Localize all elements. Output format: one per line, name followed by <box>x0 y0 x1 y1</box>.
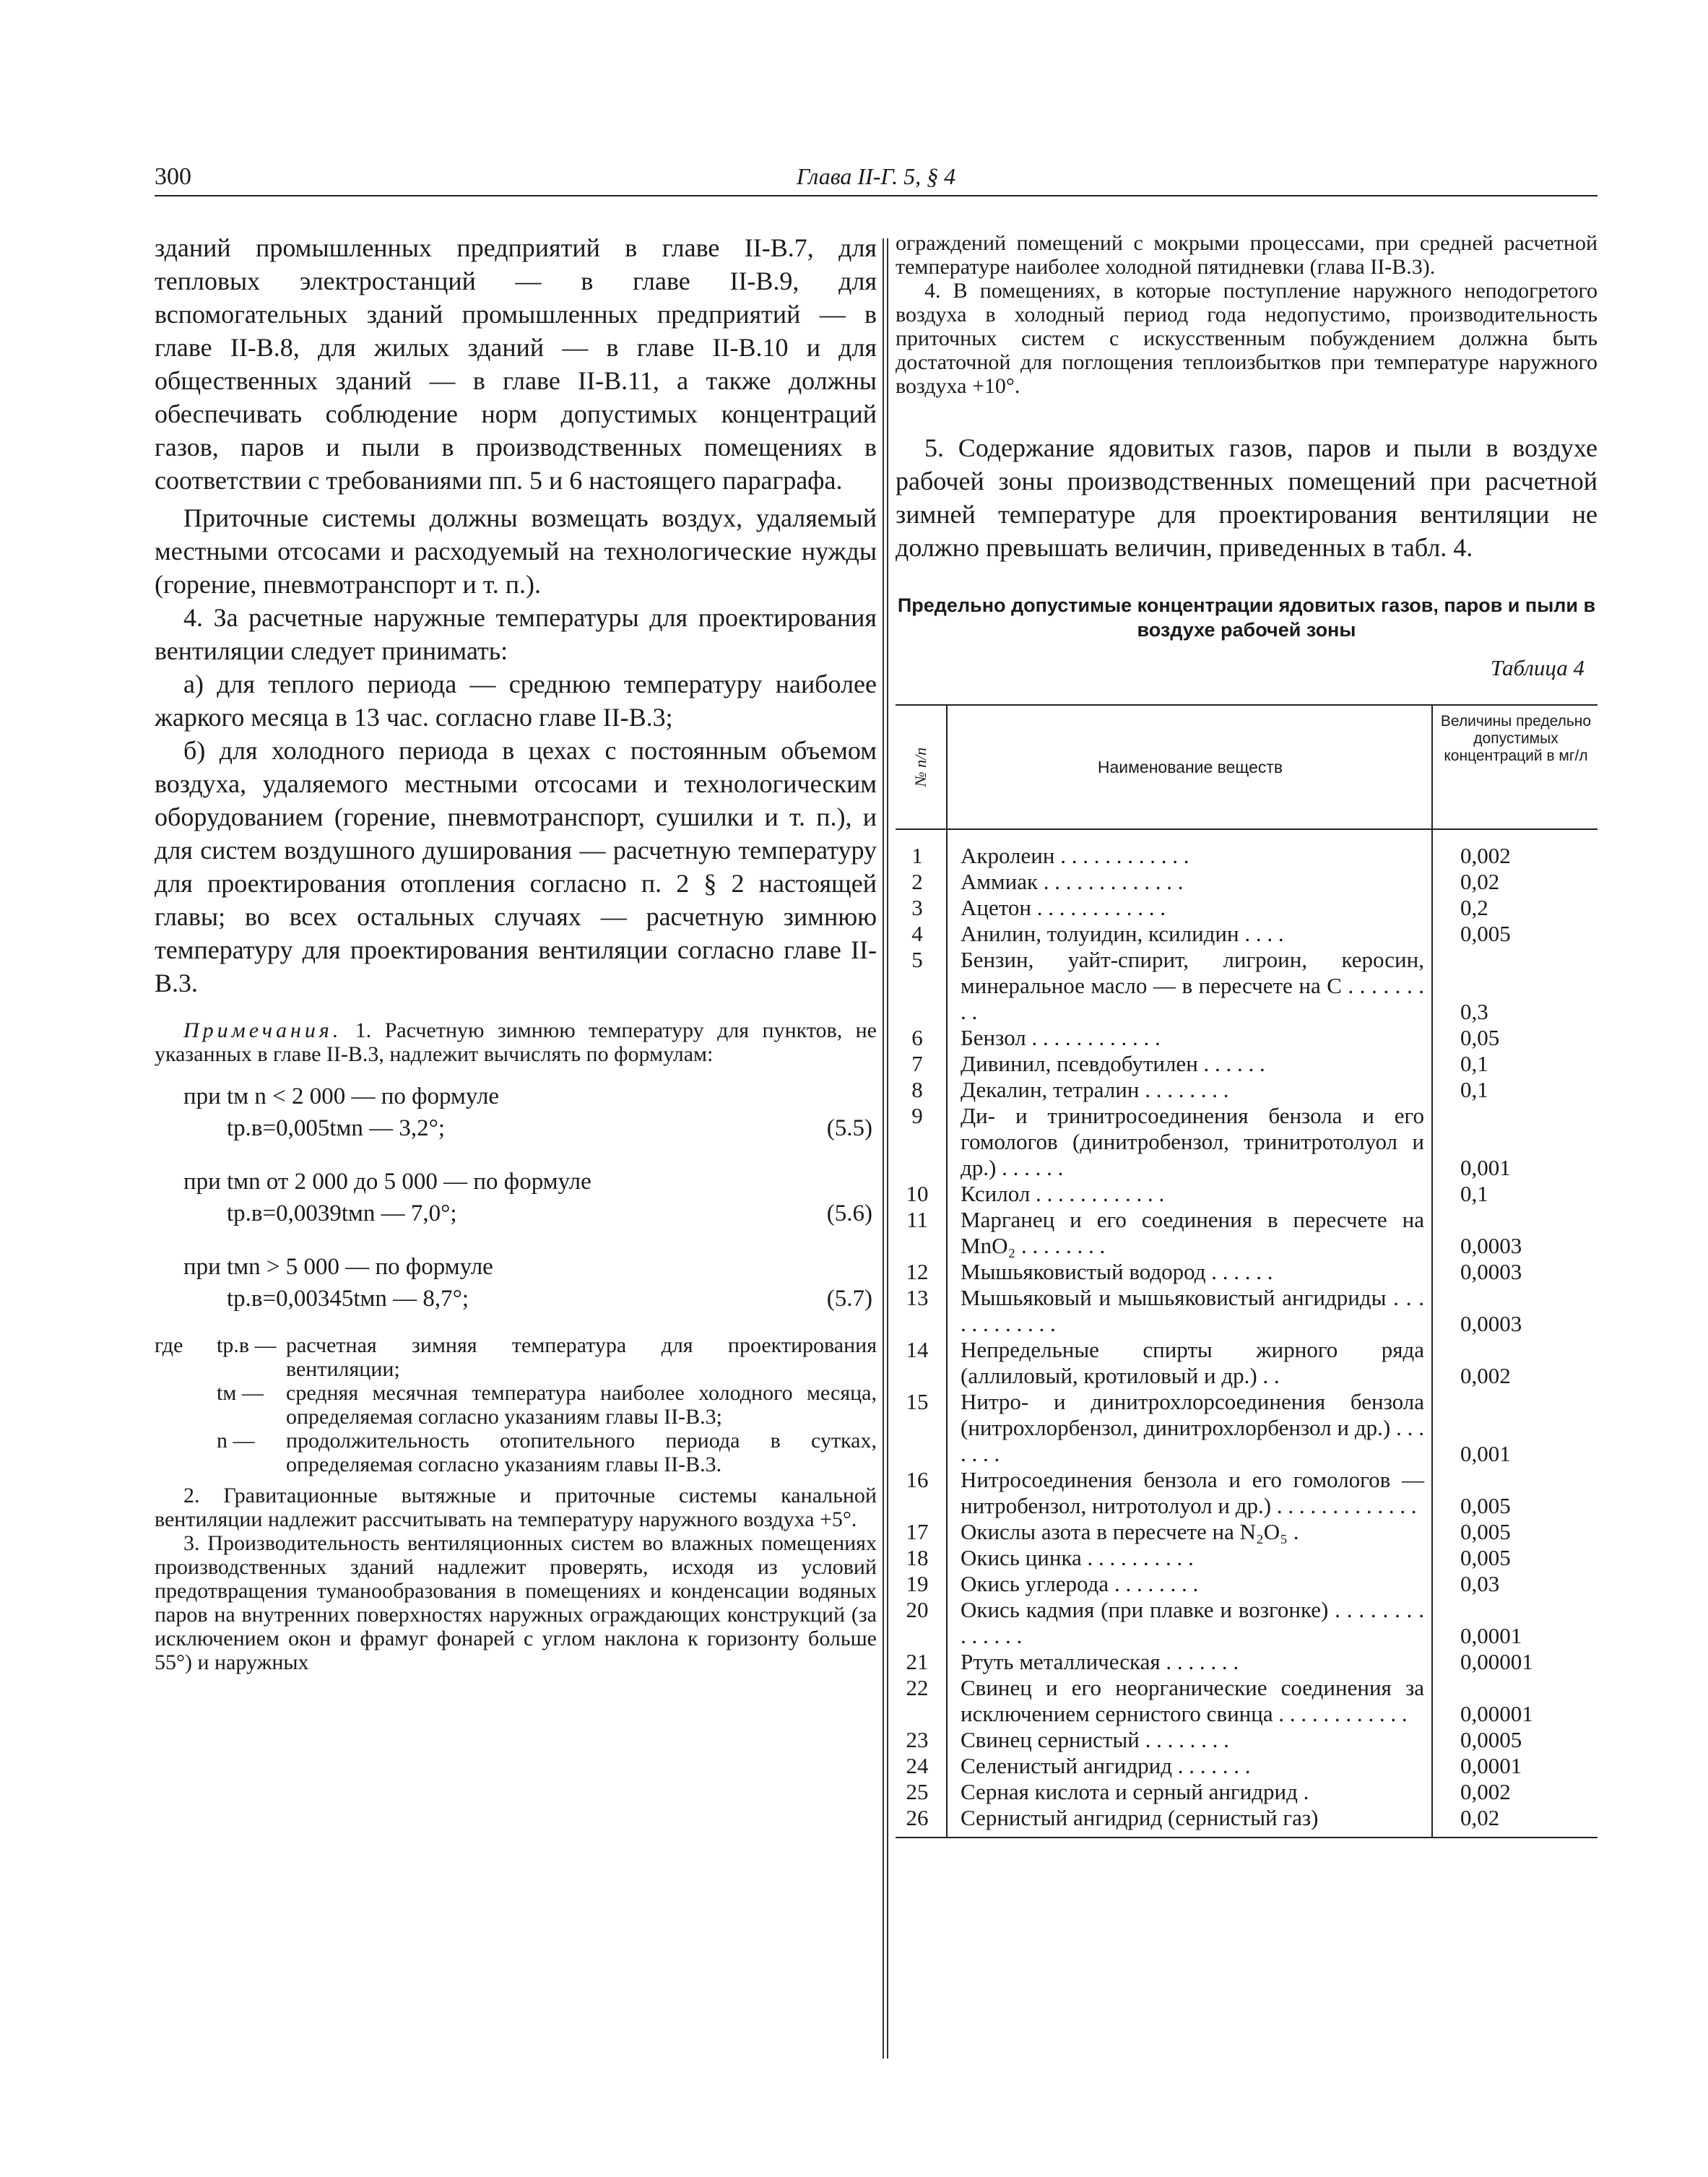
row-number: 23 <box>906 1727 929 1752</box>
note-1 <box>155 1018 877 1066</box>
definition-row: где tр.в — расчетная зимняя температура для проектирования вентиляции; <box>155 1333 877 1381</box>
substance-name: Окись цинка . . . . . . . . . . <box>961 1545 1194 1570</box>
row-number: 3 <box>911 895 923 920</box>
concentration-value: 0,005 <box>1460 1493 1511 1518</box>
concentration-value: 0,1 <box>1460 1181 1488 1206</box>
row-number: 9 <box>911 1103 923 1128</box>
table-label: Таблица 4 <box>1490 655 1585 680</box>
concentration-value: 0,005 <box>1460 921 1511 946</box>
note-1-text: 1. Расчетную зимнюю температуру для пунктов, не указанных в главе II-В.3, надлежит вычислять по формулам: <box>155 1018 877 1066</box>
concentration-value: 0,0003 <box>1460 1311 1522 1336</box>
concentration-value: 0,02 <box>1460 1805 1500 1830</box>
concentration-table <box>896 704 1598 1838</box>
substance-name: Нитросоединения бензола и его гомологов — нитробензол, нитротолуол и др.) . . . . . . . . . . . . . <box>961 1467 1424 1518</box>
substance-name: Нитро- и динитрохлорсоединения бензола (нитрохлорбензол, динитрохлорбензол и др.) . . . . . . . <box>961 1389 1424 1466</box>
table-row <box>896 1337 1598 1389</box>
row-number: 14 <box>906 1337 929 1362</box>
row-number: 10 <box>906 1181 929 1206</box>
notes-heading: Примечания. <box>183 1018 342 1042</box>
substance-name: Окислы азота в пересчете на N₂O₅ . <box>961 1519 1299 1544</box>
paragraph: 4. За расчетные наружные температуры для проектирования вентиляции следует принимать: <box>155 603 877 665</box>
concentration-value: 0,0003 <box>1460 1259 1522 1284</box>
concentration-value: 0,02 <box>1460 869 1500 894</box>
concentration-value: 0,00001 <box>1460 1649 1533 1674</box>
substance-name: Ртуть металлическая . . . . . . . <box>961 1649 1239 1674</box>
table-row <box>896 1649 1598 1675</box>
table-row <box>896 1727 1598 1753</box>
substance-name: Марганец и его соединения в пересчете на MnO₂ . . . . . . . . <box>961 1207 1424 1258</box>
table-header <box>896 704 1598 830</box>
substance-name: Свинец и его неорганические соединения за исключением сернистого свинца . . . . . . . . . . . . <box>961 1675 1424 1726</box>
concentration-value: 0,005 <box>1460 1545 1511 1570</box>
row-number: 7 <box>911 1051 923 1076</box>
table-row <box>896 947 1598 1025</box>
table-row <box>896 1805 1598 1831</box>
row-number: 5 <box>911 947 923 972</box>
concentration-value: 0,002 <box>1460 843 1511 868</box>
concentration-value: 0,05 <box>1460 1025 1500 1050</box>
table-row <box>896 1103 1598 1181</box>
page-number: 300 <box>155 163 191 190</box>
substance-name: Мышьяковистый водород . . . . . . <box>961 1259 1273 1284</box>
row-number: 19 <box>906 1571 929 1596</box>
table-row <box>896 1051 1598 1077</box>
substance-name: Аммиак . . . . . . . . . . . . . <box>961 869 1184 894</box>
substance-name: Ди- и тринитросоединения бензола и его гомологов (динитробензол, тринитротолуол и др.) . . . . . . <box>961 1103 1424 1180</box>
equation-number: (5.5) <box>826 1115 872 1141</box>
definition-row: n — продолжительность отопительного периода в сутках, определяемая согласно указаниям главы II-В.3. <box>217 1429 877 1476</box>
note-3-continued: ограждений помещений с мокрыми процессами, при средней расчетной температуре наиболее холодной пятидневки (глава II-В.3). <box>896 231 1598 279</box>
row-number: 13 <box>906 1285 929 1310</box>
concentration-value: 0,002 <box>1460 1363 1511 1388</box>
concentration-value: 0,03 <box>1460 1571 1500 1596</box>
formula-condition: при tм n < 2 000 — по формуле <box>183 1083 500 1109</box>
formula: tр.в=0,00345tмn — 8,7°; (5.7) <box>155 1283 877 1315</box>
table-row <box>896 1779 1598 1805</box>
right-column <box>896 231 1598 1838</box>
row-number: 2 <box>911 869 923 894</box>
table-row <box>896 1259 1598 1285</box>
concentration-value: 0,1 <box>1460 1077 1488 1102</box>
row-number: 12 <box>906 1259 929 1284</box>
table-caption: Предельно допустимые концентрации ядовитых газов, паров и пыли в воздухе рабочей зоны <box>897 594 1596 641</box>
row-number: 18 <box>906 1545 929 1570</box>
table-row <box>896 1181 1598 1207</box>
table-bottom-rule <box>896 1831 1598 1838</box>
substance-name: Акролеин . . . . . . . . . . . . <box>961 843 1189 868</box>
table-row <box>896 1675 1598 1727</box>
substance-name: Серная кислота и серный ангидрид . <box>961 1779 1309 1804</box>
left-column <box>155 231 877 1674</box>
substance-name: Бензол . . . . . . . . . . . . <box>961 1025 1161 1050</box>
concentration-value: 0,0001 <box>1460 1753 1522 1778</box>
table-body <box>896 830 1598 1831</box>
formula-condition: при tмn от 2 000 до 5 000 — по формуле <box>183 1169 591 1195</box>
paragraph: б) для холодного периода в цехах с постоянным объемом воздуха, удаляемого местными отсосами и технологическим оборудованием (горение, пневмотранспорт, сушилки и т. п.), и для систем воздушного душирования — расчетную температуру для проектирования отопления согласно п. 2 § 2 настоящей главы; во всех остальных случаях — расчетную зимнюю температуру для проектирования вентиляции согласно главе II-В.3. <box>155 736 877 997</box>
note-3: 3. Производительность вентиляционных систем во влажных помещениях производственных зданий надлежит проверять, исходя из условий предотвращения туманообразования в помещениях и конденсации водяных паров на внутренних поверхностях наружных ограждающих конструкций (за исключением окон и фрамуг фонарей с углом наклона к горизонту больше 55°) и наружных <box>155 1531 877 1674</box>
row-number: 26 <box>906 1805 929 1830</box>
substance-name: Декалин, тетралин . . . . . . . . <box>961 1077 1229 1102</box>
concentration-value: 0,0003 <box>1460 1233 1522 1258</box>
substance-name: Ацетон . . . . . . . . . . . . <box>961 895 1166 920</box>
variable-definitions <box>155 1333 877 1476</box>
table-row <box>896 1025 1598 1051</box>
row-number: 24 <box>906 1753 929 1778</box>
concentration-value: 0,2 <box>1460 895 1488 920</box>
table-row <box>896 1077 1598 1103</box>
header-value: Величины предельно допустимых концентраций в мг/л <box>1440 713 1592 764</box>
concentration-value: 0,001 <box>1460 1155 1511 1180</box>
row-number: 8 <box>911 1077 923 1102</box>
table-row <box>896 1753 1598 1779</box>
concentration-value: 0,005 <box>1460 1519 1511 1544</box>
table-row <box>896 1597 1598 1649</box>
row-number: 25 <box>906 1779 929 1804</box>
row-number: 1 <box>911 843 923 868</box>
row-number: 17 <box>906 1519 929 1544</box>
formula-block <box>155 1081 877 1315</box>
concentration-value: 0,0001 <box>1460 1623 1522 1648</box>
substance-name: Анилин, толуидин, ксилидин . . . . <box>961 921 1284 946</box>
substance-name: Свинец сернистый . . . . . . . . <box>961 1727 1229 1752</box>
note-2: 2. Гравитационные вытяжные и приточные системы канальной вентиляции надлежит рассчитывать на температуру наружного воздуха +5°. <box>155 1484 877 1531</box>
equation-number: (5.7) <box>826 1286 872 1312</box>
concentration-value: 0,0005 <box>1460 1727 1522 1752</box>
substance-name: Мышьяковый и мышьяковистый ангидриды . . . . . . . . . . . . <box>961 1285 1424 1336</box>
concentration-value: 0,001 <box>1460 1441 1511 1466</box>
substance-name: Сернистый ангидрид (сернистый газ) <box>961 1805 1319 1830</box>
row-number: 15 <box>906 1389 929 1414</box>
column-rule <box>1431 704 1433 1838</box>
column-rule <box>946 704 948 1838</box>
paragraph: Приточные системы должны возмещать воздух, удаляемый местными отсосами и расходуемый на технологические нужды (горение, пневмотранспорт и т. п.). <box>155 503 877 599</box>
header-number: № п/п <box>911 747 929 787</box>
substance-name: Дивинил, псевдобутилен . . . . . . <box>961 1051 1265 1076</box>
table-row <box>896 1207 1598 1259</box>
row-number: 21 <box>906 1649 929 1674</box>
substance-name: Ксилол . . . . . . . . . . . . <box>961 1181 1165 1206</box>
row-number: 16 <box>906 1467 929 1492</box>
paragraph: зданий промышленных предприятий в главе II-В.7, для тепловых электростанций — в главе II-В.9, для вспомогательных зданий промышленных предприятий — в главе II-В.8, для жилых зданий — в главе II-В.10 и для общественных зданий — в главе II-В.11, а также должны обеспечивать соблюдение норм допустимых концентраций газов, паров и пыли в производственных помещениях в соответствии с требованиями пп. 5 и 6 настоящего параграфа. <box>155 233 877 495</box>
table-row <box>896 1389 1598 1467</box>
equation-number: (5.6) <box>826 1200 872 1226</box>
chapter-title: Глава II-Г. 5, § 4 <box>796 163 956 189</box>
table-row <box>896 921 1598 947</box>
column-divider <box>883 238 888 2059</box>
table-row <box>896 869 1598 895</box>
concentration-value: 0,3 <box>1460 999 1488 1024</box>
row-number: 22 <box>906 1675 929 1700</box>
table-row <box>896 1285 1598 1337</box>
table-row <box>896 843 1598 869</box>
row-number: 6 <box>911 1025 923 1050</box>
substance-name: Окись углерода . . . . . . . . <box>961 1571 1199 1596</box>
page-header <box>155 160 1598 196</box>
paragraph-5: 5. Содержание ядовитых газов, паров и пыли в воздухе рабочей зоны производственных помещений при расчетной зимней температуре для проектирования вентиляции не должно превышать величин, приведенных в табл. 4. <box>896 433 1598 562</box>
row-number: 11 <box>906 1207 928 1232</box>
definition-row: tм — средняя месячная температура наиболее холодного месяца, определяемая согласно указаниям главы II-В.3; <box>217 1381 877 1429</box>
note-4: 4. В помещениях, в которые поступление наружного неподогретого воздуха в холодный период года недопустимо, производительность приточных систем с искусственным побуждением должна быть достаточной для поглощения теплоизбытков при температуре наружного воздуха +10°. <box>896 279 1598 398</box>
table-row <box>896 1545 1598 1571</box>
formula: tр.в=0,005tмn — 3,2°; (5.5) <box>155 1112 877 1144</box>
substance-name: Непредельные спирты жирного ряда (аллиловый, кротиловый и др.) . . <box>961 1337 1424 1388</box>
substance-name: Окись кадмия (при плавке и возгонке) . . . . . . . . . . . . . . <box>961 1597 1424 1648</box>
row-number: 20 <box>906 1597 929 1622</box>
concentration-value: 0,1 <box>1460 1051 1488 1076</box>
substance-name: Селенистый ангидрид . . . . . . . <box>961 1753 1251 1778</box>
table-row <box>896 1519 1598 1545</box>
paragraph: а) для теплого периода — среднюю температуру наиболее жаркого месяца в 13 час. согласно главе II-В.3; <box>155 670 877 732</box>
substance-name: Бензин, уайт-спирит, лигроин, керосин, минеральное масло — в пересчете на С . . . . . . . . . <box>961 947 1424 1024</box>
table-row <box>896 1571 1598 1597</box>
concentration-value: 0,002 <box>1460 1779 1511 1804</box>
concentration-value: 0,00001 <box>1460 1701 1533 1726</box>
table-row <box>896 895 1598 921</box>
formula-condition: при tмn > 5 000 — по формуле <box>183 1254 493 1280</box>
table-row <box>896 1467 1598 1519</box>
header-substance: Наименование веществ <box>1097 757 1283 776</box>
formula: tр.в=0,0039tмn — 7,0°; (5.6) <box>155 1198 877 1229</box>
row-number: 4 <box>911 921 923 946</box>
